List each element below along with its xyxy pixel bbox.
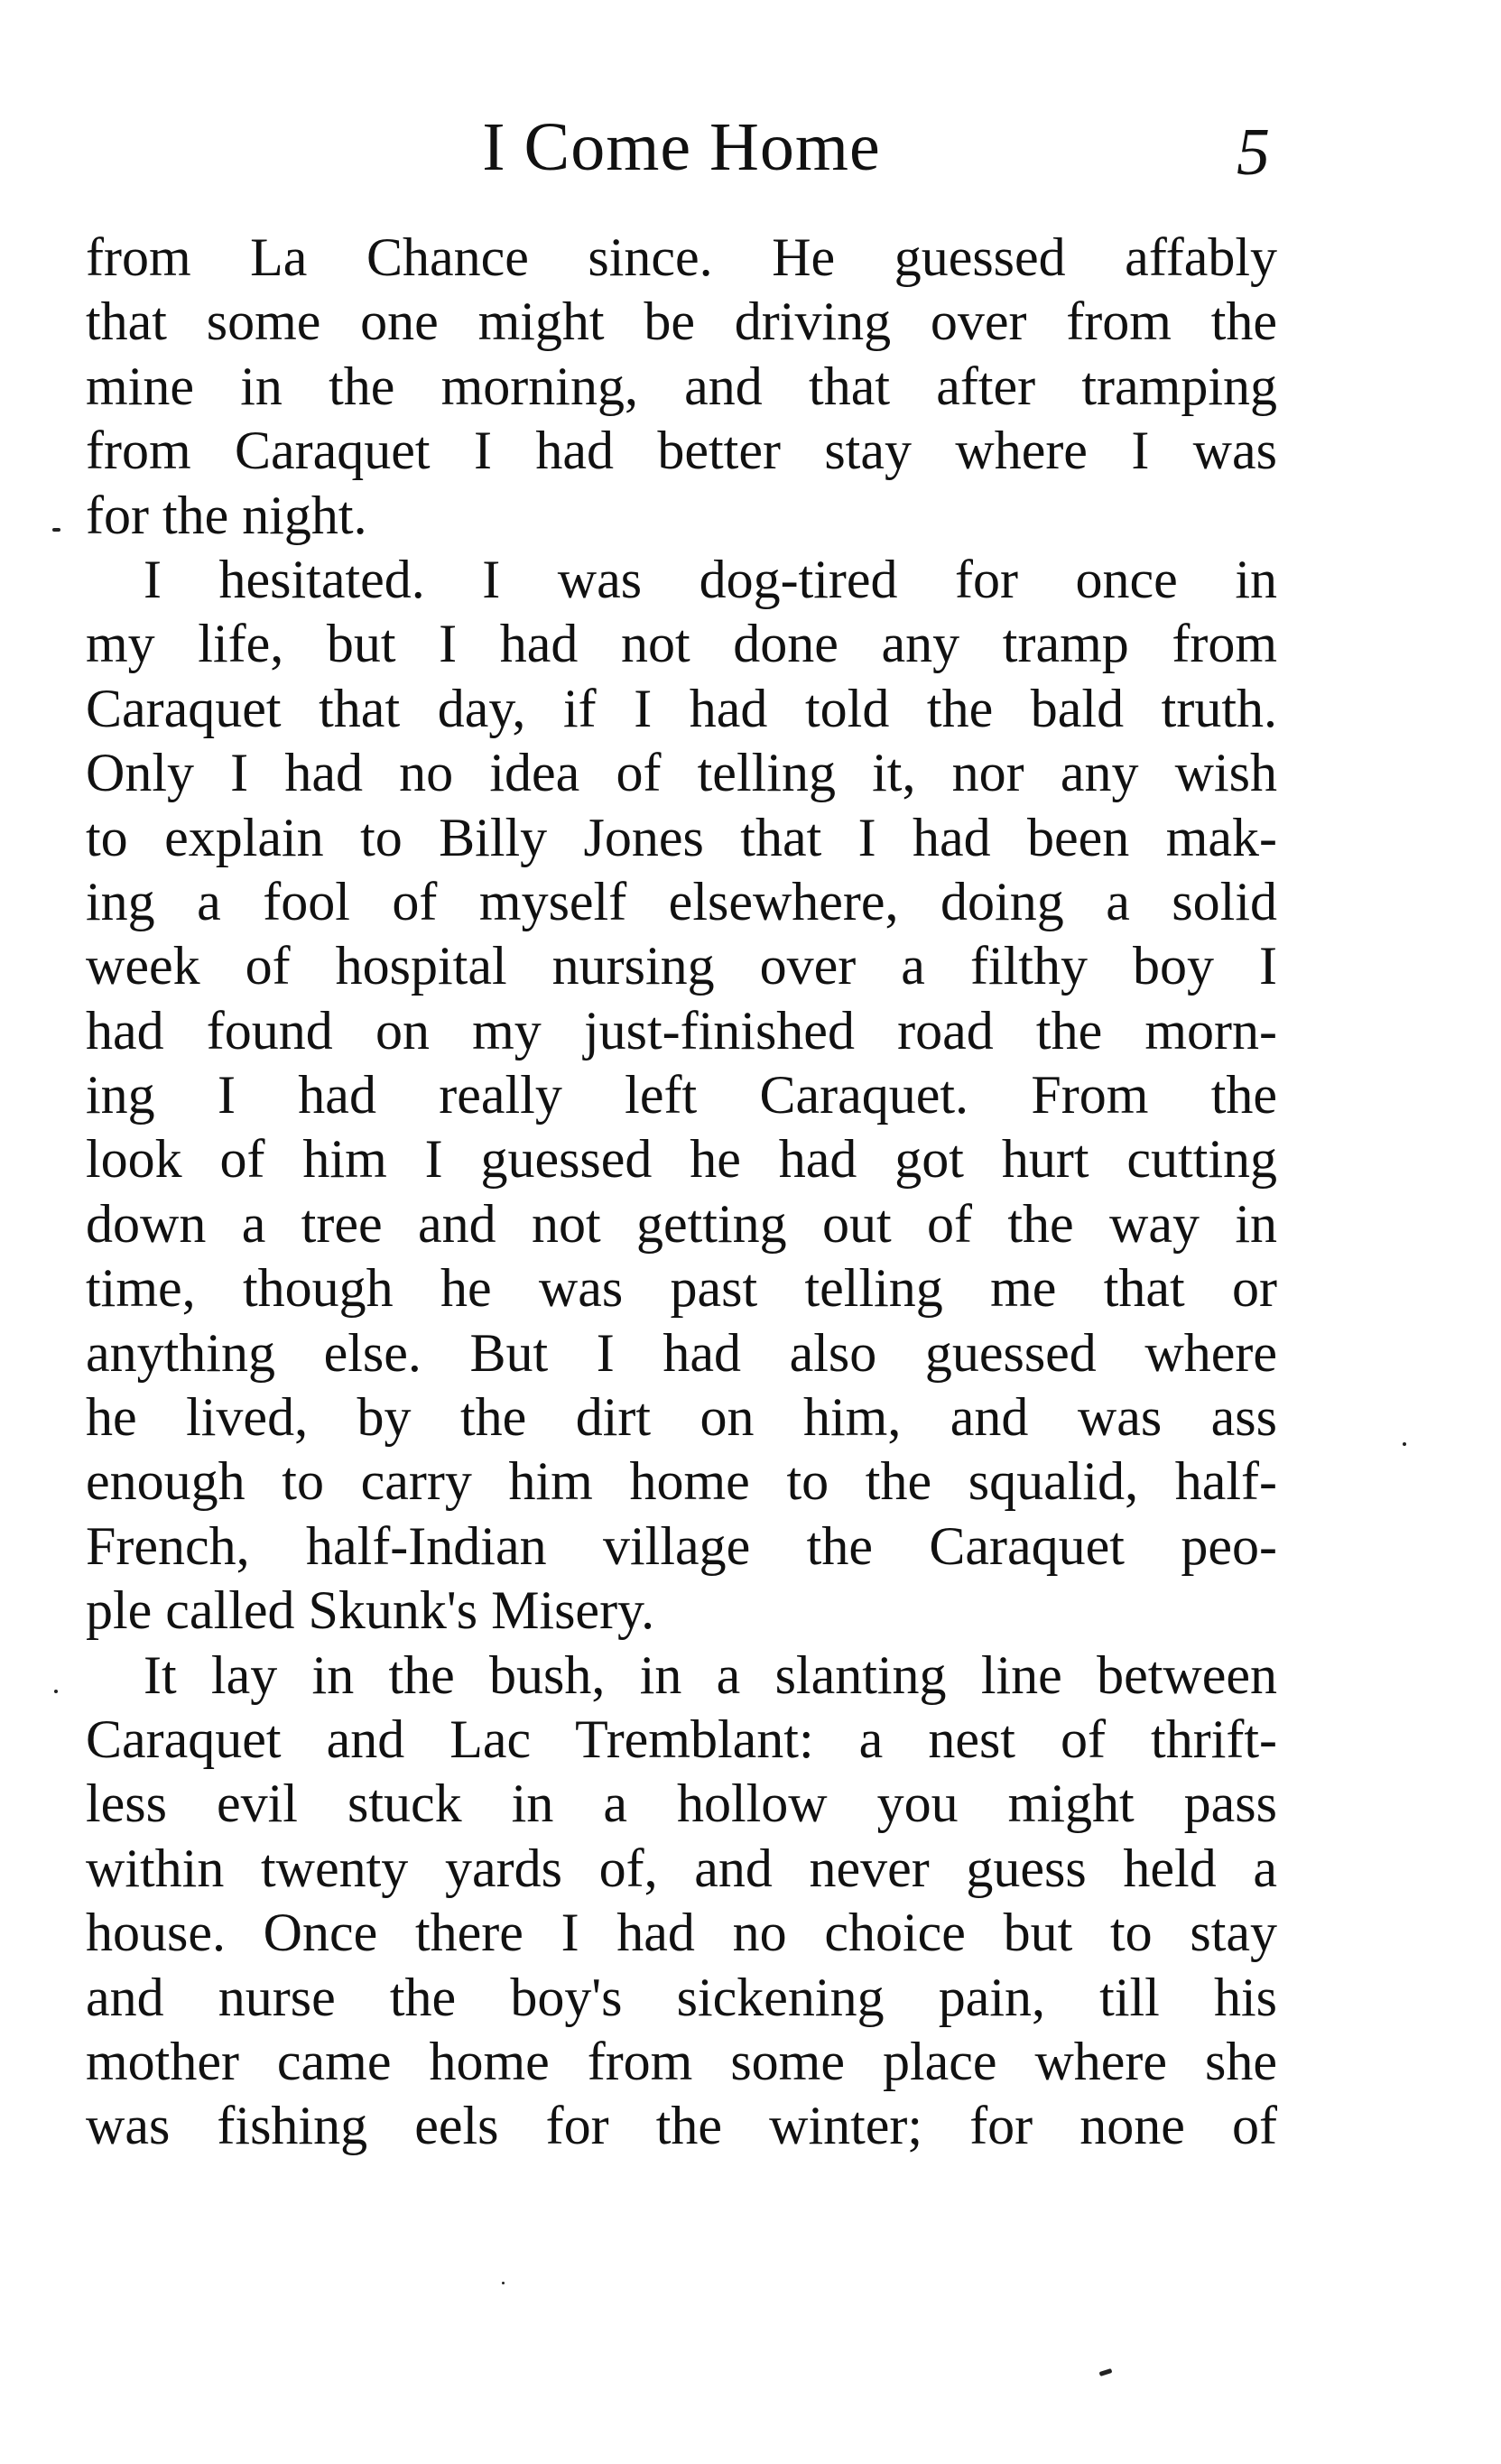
text-line: It lay in the bush, in a slanting line between — [144, 1644, 1277, 1705]
text-line: and nurse the boy's sickening pain, till his — [86, 1967, 1277, 2027]
text-line: ing I had really left Caraquet. From the — [86, 1065, 1277, 1125]
body-text — [86, 226, 1277, 2159]
text-line: he lived, by the dirt on him, and was ass — [86, 1387, 1277, 1448]
scan-speck — [52, 528, 60, 532]
text-line: mine in the morning, and that after tramping — [86, 356, 1277, 416]
text-line: enough to carry him home to the squalid, half- — [86, 1451, 1277, 1512]
text-line: to explain to Billy Jones that I had been mak- — [86, 807, 1277, 867]
text-line: ing a fool of myself elsewhere, doing a solid — [86, 871, 1277, 931]
page-number: 5 — [1237, 116, 1270, 190]
text-line: French, half-Indian village the Caraquet peo- — [86, 1515, 1277, 1576]
chapter-title: I Come Home — [482, 109, 881, 185]
running-head — [86, 107, 1277, 188]
text-line: from La Chance since. He guessed affably — [86, 227, 1277, 287]
scan-speck — [502, 2282, 505, 2284]
text-line: from Caraquet I had better stay where I was — [86, 421, 1277, 481]
text-line: down a tree and not getting out of the way in — [86, 1193, 1277, 1254]
text-line: for the night. — [86, 485, 367, 545]
text-line: was fishing eels for the winter; for none of — [86, 2096, 1277, 2156]
text-line: had found on my just-finished road the morn- — [86, 1000, 1277, 1061]
text-line: week of hospital nursing over a filthy boy I — [86, 936, 1277, 996]
text-line: Only I had no idea of telling it, nor any wish — [86, 743, 1277, 803]
text-line: house. Once there I had no choice but to stay — [86, 1903, 1277, 1963]
text-line: time, though he was past telling me that or — [86, 1258, 1277, 1319]
scan-speck — [54, 1690, 58, 1693]
text-line: within twenty yards of, and never guess held a — [86, 1838, 1277, 1898]
text-line: ple called Skunk's Misery. — [86, 1580, 655, 1641]
text-line: Caraquet that day, if I had told the bald truth. — [86, 678, 1277, 738]
text-line: look of him I guessed he had got hurt cutting — [86, 1129, 1277, 1190]
scan-speck — [1403, 1442, 1406, 1446]
text-line: Caraquet and Lac Tremblant: a nest of thrift- — [86, 1709, 1277, 1769]
text-line: that some one might be driving over from the — [86, 292, 1277, 352]
text-line: my life, but I had not done any tramp from — [86, 614, 1277, 674]
text-line: less evil stuck in a hollow you might pass — [86, 1774, 1277, 1834]
text-line: mother came home from some place where she — [86, 2031, 1277, 2091]
scan-speck — [1099, 2368, 1113, 2376]
text-line: I hesitated. I was dog-tired for once in — [144, 549, 1277, 609]
text-line: anything else. But I had also guessed where — [86, 1322, 1277, 1383]
